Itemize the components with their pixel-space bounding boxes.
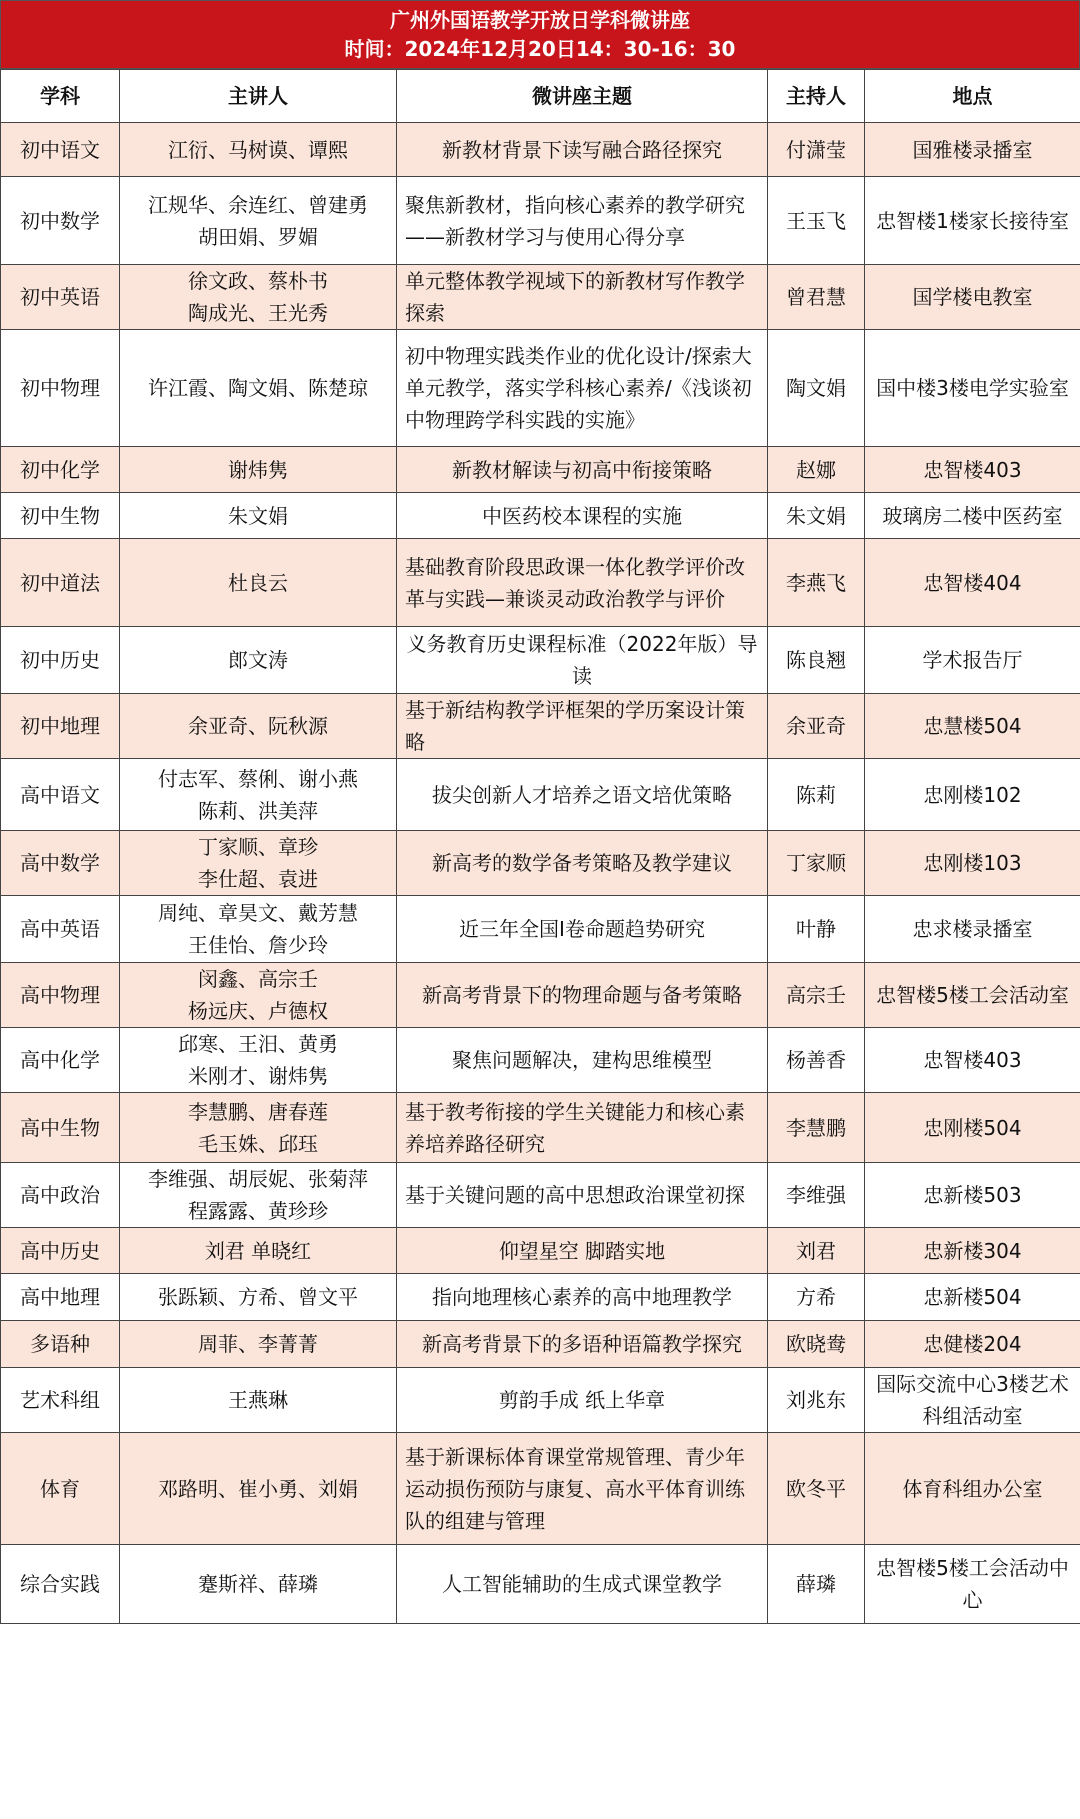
topic-cell: 拔尖创新人才培养之语文培优策略: [397, 759, 768, 831]
topic-cell: 聚焦新教材，指向核心素养的教学研究——新教材学习与使用心得分享: [397, 177, 768, 265]
topic-cell: 新教材背景下读写融合路径探究: [397, 123, 768, 177]
speakers-cell: 杜良云: [120, 539, 397, 627]
host-cell: 陶文娟: [768, 330, 865, 447]
host-cell: 陈莉: [768, 759, 865, 831]
speakers-cell: 李维强、胡辰妮、张菊萍 程露露、黄珍珍: [120, 1163, 397, 1228]
speakers-cell: 徐文政、蔡朴书 陶成光、王光秀: [120, 265, 397, 330]
host-cell: 李维强: [768, 1163, 865, 1228]
table-row: [1, 1433, 1080, 1545]
subject-cell: 多语种: [1, 1321, 120, 1368]
topic-cell: 中医药校本课程的实施: [397, 493, 768, 539]
location-cell: 国际交流中心3楼艺术科组活动室: [865, 1368, 1080, 1433]
location-cell: 忠智楼5楼工会活动中心: [865, 1545, 1080, 1624]
host-cell: 付潇莹: [768, 123, 865, 177]
title-banner: [0, 0, 1080, 69]
host-cell: 欧晓鸯: [768, 1321, 865, 1368]
location-cell: 学术报告厅: [865, 627, 1080, 694]
table-row: [1, 831, 1080, 896]
location-cell: 忠新楼504: [865, 1274, 1080, 1321]
host-cell: 李慧鹏: [768, 1093, 865, 1163]
topic-cell: 基于新课标体育课堂常规管理、青少年运动损伤预防与康复、高水平体育训练队的组建与管理: [397, 1433, 768, 1545]
host-cell: 李燕飞: [768, 539, 865, 627]
subject-cell: 初中语文: [1, 123, 120, 177]
table-row: [1, 759, 1080, 831]
table-row: [1, 1028, 1080, 1093]
table-row: [1, 447, 1080, 493]
location-cell: 忠智楼404: [865, 539, 1080, 627]
location-cell: 忠刚楼504: [865, 1093, 1080, 1163]
subject-cell: 高中物理: [1, 963, 120, 1028]
speakers-cell: 李慧鹏、唐春莲 毛玉姝、邱珏: [120, 1093, 397, 1163]
header-topic: 微讲座主题: [397, 70, 768, 123]
table-row: [1, 1368, 1080, 1433]
location-cell: 忠健楼204: [865, 1321, 1080, 1368]
speakers-cell: 邱寒、王汨、黄勇 米刚才、谢炜隽: [120, 1028, 397, 1093]
table-row: [1, 265, 1080, 330]
topic-cell: 人工智能辅助的生成式课堂教学: [397, 1545, 768, 1624]
table-row: [1, 1545, 1080, 1624]
location-cell: 忠刚楼103: [865, 831, 1080, 896]
topic-cell: 新高考背景下的物理命题与备考策略: [397, 963, 768, 1028]
host-cell: 刘君: [768, 1228, 865, 1274]
topic-cell: 近三年全国I卷命题趋势研究: [397, 896, 768, 963]
speakers-cell: 谢炜隽: [120, 447, 397, 493]
speakers-cell: 蹇斯祥、薛璘: [120, 1545, 397, 1624]
table-row: [1, 1163, 1080, 1228]
table-row: [1, 1321, 1080, 1368]
table-row: [1, 694, 1080, 759]
subject-cell: 高中语文: [1, 759, 120, 831]
topic-cell: 基于教考衔接的学生关键能力和核心素养培养路径研究: [397, 1093, 768, 1163]
speakers-cell: 周菲、李菁菁: [120, 1321, 397, 1368]
speakers-cell: 刘君 单晓红: [120, 1228, 397, 1274]
host-cell: 叶静: [768, 896, 865, 963]
subject-cell: 综合实践: [1, 1545, 120, 1624]
speakers-cell: 郎文涛: [120, 627, 397, 694]
topic-cell: 剪韵手成 纸上华章: [397, 1368, 768, 1433]
event-time: 时间：2024年12月20日14：30-16：30: [344, 36, 736, 61]
location-cell: 国学楼电教室: [865, 265, 1080, 330]
location-cell: 忠新楼304: [865, 1228, 1080, 1274]
table-row: [1, 963, 1080, 1028]
subject-cell: 高中生物: [1, 1093, 120, 1163]
speakers-cell: 许江霞、陶文娟、陈楚琼: [120, 330, 397, 447]
host-cell: 薛璘: [768, 1545, 865, 1624]
subject-cell: 初中生物: [1, 493, 120, 539]
speakers-cell: 周纯、章昊文、戴芳慧 王佳怡、詹少玲: [120, 896, 397, 963]
header-subject: 学科: [1, 70, 120, 123]
topic-cell: 新教材解读与初高中衔接策略: [397, 447, 768, 493]
topic-cell: 指向地理核心素养的高中地理教学: [397, 1274, 768, 1321]
subject-cell: 初中历史: [1, 627, 120, 694]
subject-cell: 初中地理: [1, 694, 120, 759]
header-host: 主持人: [768, 70, 865, 123]
host-cell: 余亚奇: [768, 694, 865, 759]
table-row: [1, 330, 1080, 447]
location-cell: 体育科组办公室: [865, 1433, 1080, 1545]
speakers-cell: 江衍、马树谟、谭熙: [120, 123, 397, 177]
host-cell: 曾君慧: [768, 265, 865, 330]
speakers-cell: 邓路明、崔小勇、刘娟: [120, 1433, 397, 1545]
location-cell: 忠求楼录播室: [865, 896, 1080, 963]
subject-cell: 高中英语: [1, 896, 120, 963]
topic-cell: 基础教育阶段思政课一体化教学评价改革与实践—兼谈灵动政治教学与评价: [397, 539, 768, 627]
subject-cell: 高中数学: [1, 831, 120, 896]
location-cell: 忠智楼1楼家长接待室: [865, 177, 1080, 265]
location-cell: 忠刚楼102: [865, 759, 1080, 831]
topic-cell: 单元整体教学视域下的新教材写作教学探索: [397, 265, 768, 330]
host-cell: 杨善香: [768, 1028, 865, 1093]
topic-cell: 义务教育历史课程标准（2022年版）导读: [397, 627, 768, 694]
location-cell: 忠智楼5楼工会活动室: [865, 963, 1080, 1028]
location-cell: 国雅楼录播室: [865, 123, 1080, 177]
location-cell: 国中楼3楼电学实验室: [865, 330, 1080, 447]
table-row: [1, 177, 1080, 265]
location-cell: 忠慧楼504: [865, 694, 1080, 759]
header-location: 地点: [865, 70, 1080, 123]
subject-cell: 初中英语: [1, 265, 120, 330]
table-row: [1, 1274, 1080, 1321]
table-row: [1, 539, 1080, 627]
location-cell: 忠新楼503: [865, 1163, 1080, 1228]
table-header-row: [1, 70, 1080, 123]
subject-cell: 高中政治: [1, 1163, 120, 1228]
location-cell: 玻璃房二楼中医药室: [865, 493, 1080, 539]
host-cell: 高宗壬: [768, 963, 865, 1028]
table-row: [1, 1228, 1080, 1274]
topic-cell: 新高考背景下的多语种语篇教学探究: [397, 1321, 768, 1368]
topic-cell: 新高考的数学备考策略及教学建议: [397, 831, 768, 896]
page-title: 广州外国语教学开放日学科微讲座: [390, 7, 690, 32]
subject-cell: 高中化学: [1, 1028, 120, 1093]
table-row: [1, 627, 1080, 694]
subject-cell: 初中数学: [1, 177, 120, 265]
host-cell: 朱文娟: [768, 493, 865, 539]
host-cell: 丁家顺: [768, 831, 865, 896]
table-row: [1, 493, 1080, 539]
speakers-cell: 闵鑫、高宗壬 杨远庆、卢德权: [120, 963, 397, 1028]
host-cell: 刘兆东: [768, 1368, 865, 1433]
host-cell: 陈良翘: [768, 627, 865, 694]
table-body: [1, 123, 1080, 1624]
location-cell: 忠智楼403: [865, 1028, 1080, 1093]
topic-cell: 仰望星空 脚踏实地: [397, 1228, 768, 1274]
speakers-cell: 余亚奇、阮秋源: [120, 694, 397, 759]
topic-cell: 基于新结构教学评框架的学历案设计策略: [397, 694, 768, 759]
table-row: [1, 896, 1080, 963]
subject-cell: 初中物理: [1, 330, 120, 447]
location-cell: 忠智楼403: [865, 447, 1080, 493]
host-cell: 方希: [768, 1274, 865, 1321]
table-row: [1, 1093, 1080, 1163]
host-cell: 赵娜: [768, 447, 865, 493]
topic-cell: 聚焦问题解决，建构思维模型: [397, 1028, 768, 1093]
speakers-cell: 王燕琳: [120, 1368, 397, 1433]
speakers-cell: 张跞颖、方希、曾文平: [120, 1274, 397, 1321]
subject-cell: 初中化学: [1, 447, 120, 493]
speakers-cell: 付志军、蔡俐、谢小燕 陈莉、洪美萍: [120, 759, 397, 831]
subject-cell: 高中历史: [1, 1228, 120, 1274]
lecture-table: [0, 69, 1080, 1624]
table-row: [1, 123, 1080, 177]
topic-cell: 初中物理实践类作业的优化设计/探索大单元教学，落实学科核心素养/《浅谈初中物理跨学科实践的实施》: [397, 330, 768, 447]
topic-cell: 基于关键问题的高中思想政治课堂初探: [397, 1163, 768, 1228]
speakers-cell: 丁家顺、章珍 李仕超、袁进: [120, 831, 397, 896]
speakers-cell: 朱文娟: [120, 493, 397, 539]
subject-cell: 体育: [1, 1433, 120, 1545]
subject-cell: 艺术科组: [1, 1368, 120, 1433]
subject-cell: 初中道法: [1, 539, 120, 627]
host-cell: 王玉飞: [768, 177, 865, 265]
header-speakers: 主讲人: [120, 70, 397, 123]
speakers-cell: 江规华、余连红、曾建勇 胡田娟、罗媚: [120, 177, 397, 265]
subject-cell: 高中地理: [1, 1274, 120, 1321]
host-cell: 欧冬平: [768, 1433, 865, 1545]
